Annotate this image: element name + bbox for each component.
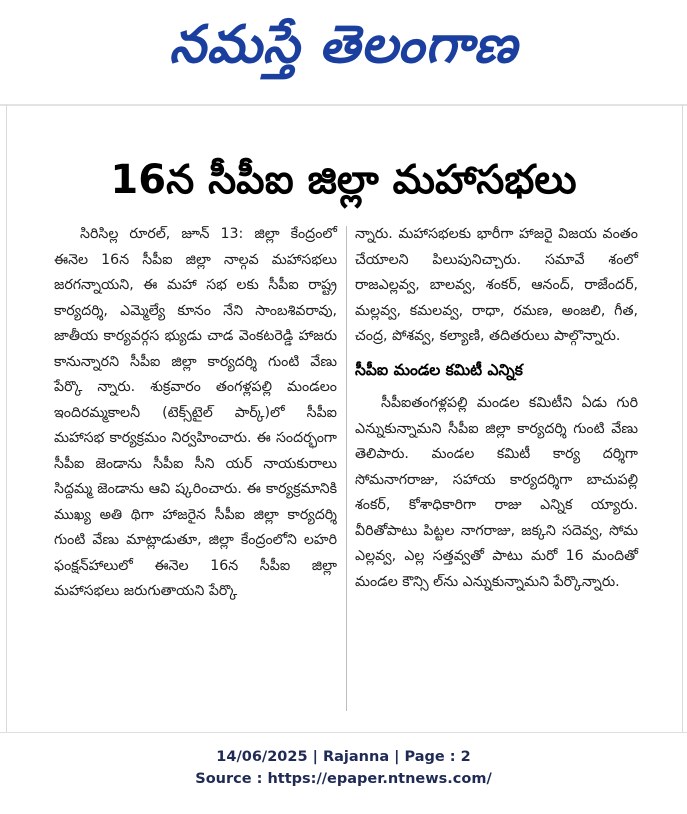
frame-border-right — [682, 104, 683, 732]
frame-divider-top — [0, 104, 687, 106]
frame-border-bottom — [0, 732, 687, 733]
masthead-logo-text: నమస్తే తెలంగాణ — [169, 14, 518, 75]
article-column-left — [54, 222, 337, 605]
article-paragraph: సీపీఐతంగళ్లపల్లి మండల కమిటీని ఏడు గురి ఎన్నుకున్నామని సీపీఐ జిల్లా కార్యదర్శి గుంటి వేణు తెలిపారు. మండల కమిటీ కార్య దర్శిగా సోమనాగరాజు, సహాయ కార్యదర్శిగా బాచుపల్లి శంకర్, కోశాధికారిగా రాజు ఎన్నిక య్యారు. వీరితోపాటు పిట్టల నాగరాజు, జక్కని సదెవ్వ, సోమ ఎల్లవ్వ, ఎల్ల సత్తవ్వతో పాటు మరో 16 మందితో మండల కౌన్సి ల్‌ను ఎన్నుకున్నామని పేర్కొన్నారు. — [355, 395, 638, 590]
article-paragraph: సిరిసిల్ల రూరల్, జూన్ 13: జిల్లా కేంద్రంలో ఈనెల 16న సీపీఐ జిల్లా నాల్గవ మహాసభలు జరగన్నాయని, ఈ మహా సభ లకు సీపీఐ రాష్ట్ర కార్యదర్శి, ఎమ్మెల్యే కూనం నేని సాంబశివరావు, జాతీయ కార్యవర్గస భ్యుడు చాడ వెంకటరెడ్డి హాజరు కానున్నారని సీపీఐ జిల్లా కార్యదర్శి గుంటి వేణు పేర్కొ న్నారు. శుక్రవారం తంగళ్లపల్లి మండలం ఇందిరమ్మకాలనీ (టెక్స్‌టైల్ పార్క్)లో సీపీఐ మహాసభ కార్యక్రమం నిర్వహించారు. ఈ సందర్భంగా సీపీఐ జెండాను సీపీఐ సీని యర్ నాయకురాలు సిద్దమ్మ జెండాను ఆవి ష్కరించారు. ఈ కార్యక్రమానికి ముఖ్య అతి థిగా హాజరైన సీపీఐ జిల్లా కార్యదర్శి గుంటి వేణు మాట్లాడుతూ, జిల్లా కేంద్రంలోని లహరి ఫంక్షన్‌హాలులో ఈనెల 16న సీపీఐ జిల్లా మహాసభలు జరుగుతాయని పేర్కొ — [54, 226, 337, 599]
column-divider — [346, 226, 347, 711]
frame-border-left — [6, 104, 7, 732]
clipping-footer — [0, 746, 687, 790]
publication-date-line: 14/06/2025 | Rajanna | Page : 2 — [216, 749, 471, 765]
source-line: Source : https://epaper.ntnews.com/ — [195, 771, 492, 787]
article-paragraph: న్నారు. మహాసభలకు భారీగా హాజరై విజయ వంతం చేయాలని పిలుపునిచ్చారు. సమావే శంలో రాజఎల్లవ్వ, బాలవ్వ, శంకర్, ఆనంద్, రాజేందర్, మల్లవ్వ, కమలవ్వ, రాధా, రమణ, అంజలి, గీత, చంద్ర, పోశవ్వ, కల్యాణి, తదితరులు పాల్గొన్నారు. — [355, 226, 638, 344]
newspaper-masthead — [0, 6, 687, 84]
article-subheading: సీపీఐ మండల కమిటీ ఎన్నిక — [355, 360, 523, 379]
article-headline: 16న సీపీఐ జిల్లా మహాసభలు — [110, 157, 577, 203]
article-column-right — [355, 222, 638, 595]
